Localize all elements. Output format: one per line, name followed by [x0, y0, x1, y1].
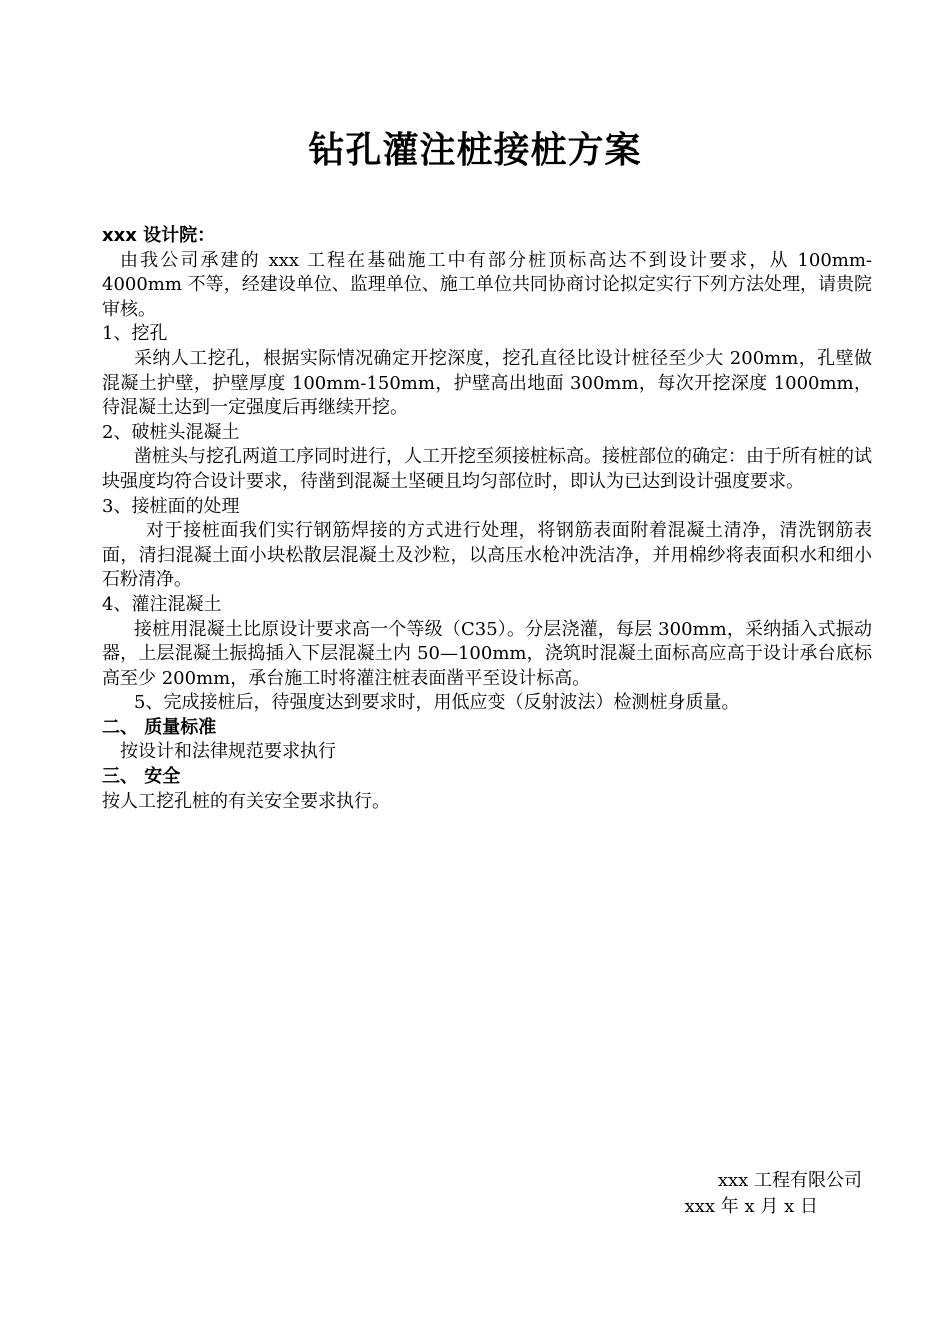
quality-text: 按设计和法律规范要求执行 [120, 741, 336, 763]
section-text-2: 凿桩头与挖孔两道工序同时进行，人工开挖至须接桩标高。接桩部位的确定：由于所有桩的试块强度均符合设计要求，待凿到混凝土坚硬且均匀部位时，即认为已达到设计强度要求。 [102, 446, 872, 492]
section-item-5: 5、完成接桩后，待强度达到要求时，用低应变（反射波法）检测桩身质量。 [134, 692, 740, 714]
intro-paragraph: 由我公司承建的 xxx 工程在基础施工中有部分桩顶标高达不到设计要求，从 100mm-4000mm 不等，经建设单位、监理单位、施工单位共同协商讨论拟定实行下列方法处理，请贵院审核。 [102, 249, 872, 320]
section-text-3: 对于接桩面我们实行钢筋焊接的方式进行处理，将钢筋表面附着混凝土清净，清洗钢筋表面，清扫混凝土面小块松散层混凝土及沙粒，以高压水枪冲洗洁净，并用棉纱将表面积水和细小石粉清净。 [102, 520, 872, 591]
safety-heading: 三、 安全 [102, 766, 181, 788]
signature-date: xxx 年 x 月 x 日 [684, 1196, 818, 1217]
document-title: 钻孔灌注桩接桩方案 [308, 130, 642, 171]
quality-heading: 二、 质量标准 [102, 716, 217, 738]
section-text-1: 采纳人工挖孔，根据实际情况确定开挖深度，挖孔直径比设计桩径至少大 200mm，孔壁做混凝土护壁，护壁厚度 100mm-150mm，护壁高出地面 300mm，每次开挖深度 1000mm，待混凝土达到一定强度后再继续开挖。 [102, 347, 872, 419]
safety-text: 按人工挖孔桩的有关安全要求执行。 [102, 790, 390, 812]
section-text-4: 接桩用混凝土比原设计要求高一个等级（C35）。分层浇灌，每层 300mm，采纳插入式振动器，上层混凝土振捣插入下层混凝土内 50—100mm，浇筑时混凝土面标高应高于设计承台底标高至少 200mm，承台施工时将灌注桩表面凿平至设计标高。 [102, 618, 872, 689]
salutation: xxx 设计院： [102, 225, 216, 246]
section-heading-1: 1、挖孔 [102, 323, 168, 345]
section-heading-3: 3、接桩面的处理 [102, 495, 240, 517]
signature-block [685, 1168, 862, 1220]
section-heading-2: 2、破桩头混凝土 [102, 421, 240, 443]
document-body [102, 224, 872, 814]
company-name: xxx 工程有限公司 [717, 1170, 862, 1191]
section-heading-4: 4、灌注混凝土 [102, 593, 222, 615]
